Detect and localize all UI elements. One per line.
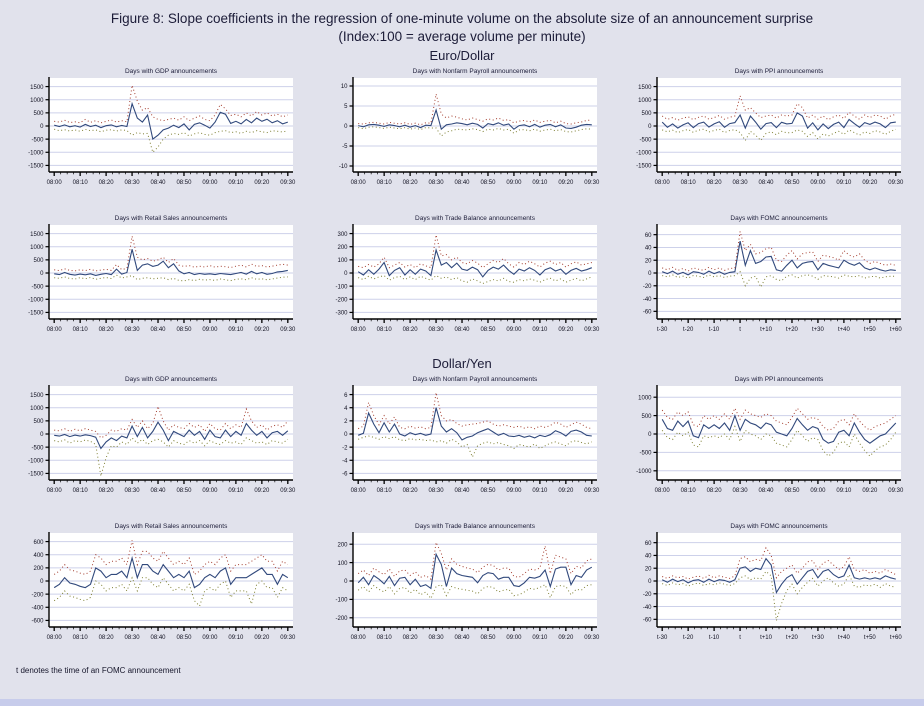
svg-text:08:50: 08:50 [480, 635, 496, 642]
svg-text:1000: 1000 [30, 245, 44, 252]
svg-text:08:20: 08:20 [402, 327, 418, 334]
svg-text:40: 40 [644, 553, 652, 560]
svg-text:20: 20 [644, 566, 652, 573]
svg-text:t+50: t+50 [863, 327, 876, 334]
svg-text:08:30: 08:30 [428, 635, 444, 642]
svg-text:08:20: 08:20 [402, 488, 418, 495]
svg-text:09:00: 09:00 [506, 635, 522, 642]
svg-text:08:50: 08:50 [480, 180, 496, 187]
svg-text:09:00: 09:00 [506, 327, 522, 334]
svg-text:0: 0 [344, 579, 348, 586]
svg-text:09:10: 09:10 [228, 327, 244, 334]
chart-panel-yen-nonfarm [311, 372, 609, 514]
chart-svg [311, 64, 609, 206]
svg-text:0: 0 [344, 432, 348, 439]
svg-text:-500: -500 [639, 137, 652, 144]
svg-text:-500: -500 [639, 450, 652, 457]
svg-text:0: 0 [648, 124, 652, 131]
svg-text:600: 600 [33, 539, 44, 546]
svg-text:500: 500 [33, 258, 44, 265]
svg-text:t: t [739, 635, 741, 642]
figure-footnote: t denotes the time of an FOMC announcement [16, 666, 181, 676]
svg-text:08:00: 08:00 [654, 488, 670, 495]
svg-text:200: 200 [337, 542, 348, 549]
svg-text:08:00: 08:00 [654, 180, 670, 187]
chart-panel-yen-ppi [615, 372, 913, 514]
svg-text:0: 0 [40, 579, 44, 586]
section-heading-eurodollar: Euro/Dollar [429, 48, 495, 64]
svg-text:09:00: 09:00 [506, 488, 522, 495]
svg-text:t+40: t+40 [837, 635, 850, 642]
svg-text:08:50: 08:50 [480, 488, 496, 495]
svg-text:t+40: t+40 [837, 327, 850, 334]
svg-text:0: 0 [648, 271, 652, 278]
svg-text:08:00: 08:00 [46, 180, 62, 187]
svg-text:09:20: 09:20 [254, 180, 270, 187]
svg-text:08:20: 08:20 [402, 180, 418, 187]
svg-text:08:50: 08:50 [784, 180, 800, 187]
svg-text:300: 300 [337, 231, 348, 238]
svg-text:08:50: 08:50 [176, 635, 192, 642]
svg-text:08:10: 08:10 [72, 327, 88, 334]
svg-text:6: 6 [344, 392, 348, 399]
chart-title: Days with GDP announcements [124, 376, 218, 384]
svg-text:0: 0 [40, 271, 44, 278]
svg-text:t: t [739, 327, 741, 334]
svg-text:-600: -600 [31, 618, 44, 625]
svg-text:0: 0 [344, 124, 348, 131]
chart-svg [7, 211, 305, 353]
chart-panel-yen-fomc [615, 519, 913, 661]
svg-text:09:30: 09:30 [584, 180, 600, 187]
svg-text:09:30: 09:30 [888, 180, 904, 187]
chart-title: Days with FOMC announcements [730, 215, 828, 223]
svg-text:08:50: 08:50 [176, 180, 192, 187]
svg-text:-200: -200 [31, 592, 44, 599]
svg-text:40: 40 [644, 245, 652, 252]
svg-text:08:30: 08:30 [124, 488, 140, 495]
svg-text:09:00: 09:00 [202, 488, 218, 495]
svg-text:100: 100 [337, 258, 348, 265]
svg-text:t-30: t-30 [657, 327, 668, 334]
chart-title: Days with Trade Balance announcements [415, 215, 535, 223]
svg-text:-1500: -1500 [636, 163, 652, 170]
chart-grid-eurodollar [0, 64, 924, 353]
svg-text:09:10: 09:10 [532, 488, 548, 495]
svg-text:08:10: 08:10 [72, 635, 88, 642]
svg-text:1000: 1000 [30, 406, 44, 413]
svg-text:-200: -200 [335, 616, 348, 623]
chart-panel-yen-trade [311, 519, 609, 661]
svg-text:60: 60 [644, 540, 652, 547]
svg-text:t+20: t+20 [786, 635, 798, 642]
svg-text:08:10: 08:10 [72, 488, 88, 495]
svg-text:500: 500 [33, 419, 44, 426]
svg-text:-400: -400 [31, 605, 44, 612]
svg-text:-40: -40 [642, 296, 652, 303]
svg-text:0: 0 [344, 271, 348, 278]
svg-text:-60: -60 [642, 309, 652, 316]
svg-text:08:40: 08:40 [150, 180, 166, 187]
plot-area [49, 225, 293, 319]
chart-title: Days with Trade Balance announcements [415, 523, 535, 531]
svg-text:-100: -100 [335, 284, 348, 291]
svg-text:09:00: 09:00 [202, 327, 218, 334]
svg-text:08:40: 08:40 [454, 635, 470, 642]
svg-text:t+10: t+10 [760, 327, 772, 334]
chart-svg [311, 211, 609, 353]
svg-text:200: 200 [337, 245, 348, 252]
svg-text:09:30: 09:30 [888, 488, 904, 495]
chart-svg [7, 519, 305, 661]
svg-text:09:00: 09:00 [202, 635, 218, 642]
svg-text:09:30: 09:30 [280, 180, 296, 187]
svg-text:-1000: -1000 [28, 297, 44, 304]
svg-text:-6: -6 [342, 471, 348, 478]
chart-svg [7, 372, 305, 514]
svg-text:t-10: t-10 [708, 635, 720, 642]
svg-text:09:30: 09:30 [280, 635, 296, 642]
chart-panel-eur-trade [311, 211, 609, 353]
chart-title: Days with GDP announcements [124, 68, 218, 76]
svg-text:-10: -10 [338, 164, 348, 171]
svg-text:08:50: 08:50 [176, 327, 192, 334]
svg-text:1500: 1500 [30, 84, 44, 91]
svg-text:t-30: t-30 [657, 635, 668, 642]
chart-svg [615, 372, 913, 514]
chart-svg [311, 372, 609, 514]
svg-text:08:40: 08:40 [454, 488, 470, 495]
svg-text:08:20: 08:20 [706, 488, 722, 495]
figure-title-line2: (Index:100 = average volume per minute) [338, 28, 586, 44]
svg-text:08:30: 08:30 [732, 488, 748, 495]
svg-text:10: 10 [340, 84, 348, 91]
bottom-accent-bar [0, 699, 924, 706]
svg-text:08:40: 08:40 [454, 327, 470, 334]
svg-text:t-10: t-10 [708, 327, 720, 334]
chart-panel-eur-retail [7, 211, 305, 353]
svg-text:-40: -40 [642, 604, 652, 611]
svg-text:-300: -300 [335, 310, 348, 317]
section-heading-dollaryen: Dollar/Yen [432, 356, 492, 372]
chart-title: Days with Nonfarm Payroll announcements [412, 68, 538, 76]
svg-text:t+60: t+60 [889, 327, 902, 334]
svg-text:1500: 1500 [638, 84, 652, 91]
chart-panel-yen-retail [7, 519, 305, 661]
svg-text:09:30: 09:30 [280, 327, 296, 334]
chart-title: Days with FOMC announcements [730, 523, 828, 531]
svg-text:08:00: 08:00 [46, 488, 62, 495]
svg-text:4: 4 [344, 406, 348, 413]
svg-text:t+30: t+30 [812, 327, 824, 334]
svg-text:-2: -2 [342, 445, 348, 452]
svg-text:08:50: 08:50 [480, 327, 496, 334]
svg-text:08:40: 08:40 [150, 327, 166, 334]
svg-text:08:00: 08:00 [46, 327, 62, 334]
svg-text:-500: -500 [31, 284, 44, 291]
svg-text:08:00: 08:00 [46, 635, 62, 642]
svg-text:-5: -5 [342, 144, 348, 151]
svg-text:09:20: 09:20 [254, 327, 270, 334]
svg-text:08:30: 08:30 [124, 180, 140, 187]
svg-text:-1500: -1500 [28, 471, 44, 478]
svg-text:09:30: 09:30 [584, 327, 600, 334]
svg-text:-500: -500 [31, 137, 44, 144]
svg-text:t+20: t+20 [786, 327, 798, 334]
svg-text:08:20: 08:20 [98, 327, 114, 334]
svg-text:09:00: 09:00 [202, 180, 218, 187]
svg-text:2: 2 [344, 419, 348, 426]
svg-text:08:40: 08:40 [150, 635, 166, 642]
svg-text:09:00: 09:00 [506, 180, 522, 187]
svg-text:-1000: -1000 [636, 469, 652, 476]
chart-svg [615, 211, 913, 353]
svg-text:5: 5 [344, 104, 348, 111]
svg-text:-60: -60 [642, 617, 652, 624]
chart-title: Days with PPI announcements [734, 68, 824, 76]
svg-text:08:00: 08:00 [350, 635, 366, 642]
svg-text:08:10: 08:10 [680, 488, 696, 495]
svg-text:t-20: t-20 [682, 327, 694, 334]
svg-text:08:20: 08:20 [98, 635, 114, 642]
svg-text:09:20: 09:20 [862, 180, 878, 187]
chart-title: Days with Nonfarm Payroll announcements [412, 376, 538, 384]
svg-text:09:20: 09:20 [254, 635, 270, 642]
svg-text:09:20: 09:20 [254, 488, 270, 495]
svg-text:500: 500 [641, 413, 652, 420]
svg-text:09:10: 09:10 [532, 327, 548, 334]
svg-text:08:00: 08:00 [350, 488, 366, 495]
svg-text:09:10: 09:10 [532, 180, 548, 187]
svg-text:t-20: t-20 [682, 635, 694, 642]
figure-title-line1: Figure 8: Slope coefficients in the regression of one-minute volume on the absolute size of an announcement surprise [110, 11, 814, 26]
chart-title: Days with PPI announcements [734, 376, 824, 384]
svg-text:08:50: 08:50 [176, 488, 192, 495]
svg-text:-1000: -1000 [28, 458, 44, 465]
svg-text:08:10: 08:10 [376, 327, 392, 334]
chart-svg [615, 519, 913, 661]
svg-text:09:10: 09:10 [836, 488, 852, 495]
svg-text:09:20: 09:20 [558, 635, 574, 642]
svg-text:09:10: 09:10 [228, 180, 244, 187]
svg-text:09:30: 09:30 [584, 635, 600, 642]
svg-text:0: 0 [40, 124, 44, 131]
svg-text:08:30: 08:30 [428, 180, 444, 187]
svg-text:08:40: 08:40 [758, 488, 774, 495]
svg-text:0: 0 [648, 432, 652, 439]
svg-text:08:30: 08:30 [124, 327, 140, 334]
svg-text:09:20: 09:20 [558, 327, 574, 334]
svg-text:09:00: 09:00 [810, 180, 826, 187]
svg-text:-1500: -1500 [28, 310, 44, 317]
svg-text:t+50: t+50 [863, 635, 876, 642]
svg-text:1500: 1500 [30, 231, 44, 238]
svg-text:09:30: 09:30 [584, 488, 600, 495]
svg-text:09:00: 09:00 [810, 488, 826, 495]
svg-text:400: 400 [33, 553, 44, 560]
svg-text:09:10: 09:10 [532, 635, 548, 642]
svg-text:-200: -200 [335, 297, 348, 304]
chart-panel-eur-fomc [615, 211, 913, 353]
svg-text:-100: -100 [335, 597, 348, 604]
svg-text:09:10: 09:10 [228, 488, 244, 495]
svg-text:-500: -500 [31, 445, 44, 452]
chart-title: Days with Retail Sales announcements [114, 523, 228, 531]
svg-text:-1000: -1000 [28, 150, 44, 157]
chart-panel-eur-nonfarm [311, 64, 609, 206]
svg-text:100: 100 [337, 560, 348, 567]
plot-area [49, 386, 293, 480]
svg-text:0: 0 [40, 432, 44, 439]
svg-text:08:10: 08:10 [376, 180, 392, 187]
plot-area [49, 533, 293, 627]
svg-text:-20: -20 [642, 592, 652, 599]
chart-grid-dollaryen [0, 372, 924, 661]
chart-svg [311, 519, 609, 661]
svg-text:09:20: 09:20 [558, 180, 574, 187]
svg-text:t+10: t+10 [760, 635, 772, 642]
svg-text:0: 0 [648, 579, 652, 586]
svg-text:08:20: 08:20 [706, 180, 722, 187]
svg-text:08:10: 08:10 [376, 488, 392, 495]
svg-text:08:20: 08:20 [402, 635, 418, 642]
svg-text:09:10: 09:10 [228, 635, 244, 642]
svg-text:60: 60 [644, 232, 652, 239]
figure-title [0, 0, 924, 45]
svg-text:-1000: -1000 [636, 150, 652, 157]
svg-text:500: 500 [33, 111, 44, 118]
svg-text:1000: 1000 [30, 98, 44, 105]
plot-area [353, 225, 597, 319]
svg-text:08:30: 08:30 [428, 327, 444, 334]
svg-text:08:10: 08:10 [680, 180, 696, 187]
chart-panel-eur-ppi [615, 64, 913, 206]
svg-text:-4: -4 [342, 458, 348, 465]
svg-text:1500: 1500 [30, 392, 44, 399]
svg-text:500: 500 [641, 111, 652, 118]
svg-text:09:10: 09:10 [836, 180, 852, 187]
svg-text:09:20: 09:20 [558, 488, 574, 495]
svg-text:09:20: 09:20 [862, 488, 878, 495]
svg-text:08:40: 08:40 [758, 180, 774, 187]
svg-text:08:30: 08:30 [428, 488, 444, 495]
svg-text:08:30: 08:30 [124, 635, 140, 642]
svg-text:-20: -20 [642, 284, 652, 291]
svg-text:1000: 1000 [638, 395, 652, 402]
chart-svg [7, 64, 305, 206]
svg-text:08:00: 08:00 [350, 327, 366, 334]
chart-panel-eur-gdp [7, 64, 305, 206]
svg-text:08:20: 08:20 [98, 488, 114, 495]
svg-text:t+30: t+30 [812, 635, 824, 642]
chart-svg [615, 64, 913, 206]
chart-title: Days with Retail Sales announcements [114, 215, 228, 223]
svg-text:200: 200 [33, 566, 44, 573]
svg-text:08:40: 08:40 [454, 180, 470, 187]
svg-text:09:30: 09:30 [280, 488, 296, 495]
svg-text:08:10: 08:10 [376, 635, 392, 642]
svg-text:08:20: 08:20 [98, 180, 114, 187]
svg-text:08:30: 08:30 [732, 180, 748, 187]
svg-text:1000: 1000 [638, 98, 652, 105]
svg-text:-1500: -1500 [28, 163, 44, 170]
svg-text:08:50: 08:50 [784, 488, 800, 495]
svg-text:t+60: t+60 [889, 635, 902, 642]
svg-text:20: 20 [644, 258, 652, 265]
svg-text:08:00: 08:00 [350, 180, 366, 187]
svg-text:08:10: 08:10 [72, 180, 88, 187]
svg-text:08:40: 08:40 [150, 488, 166, 495]
chart-panel-yen-gdp [7, 372, 305, 514]
